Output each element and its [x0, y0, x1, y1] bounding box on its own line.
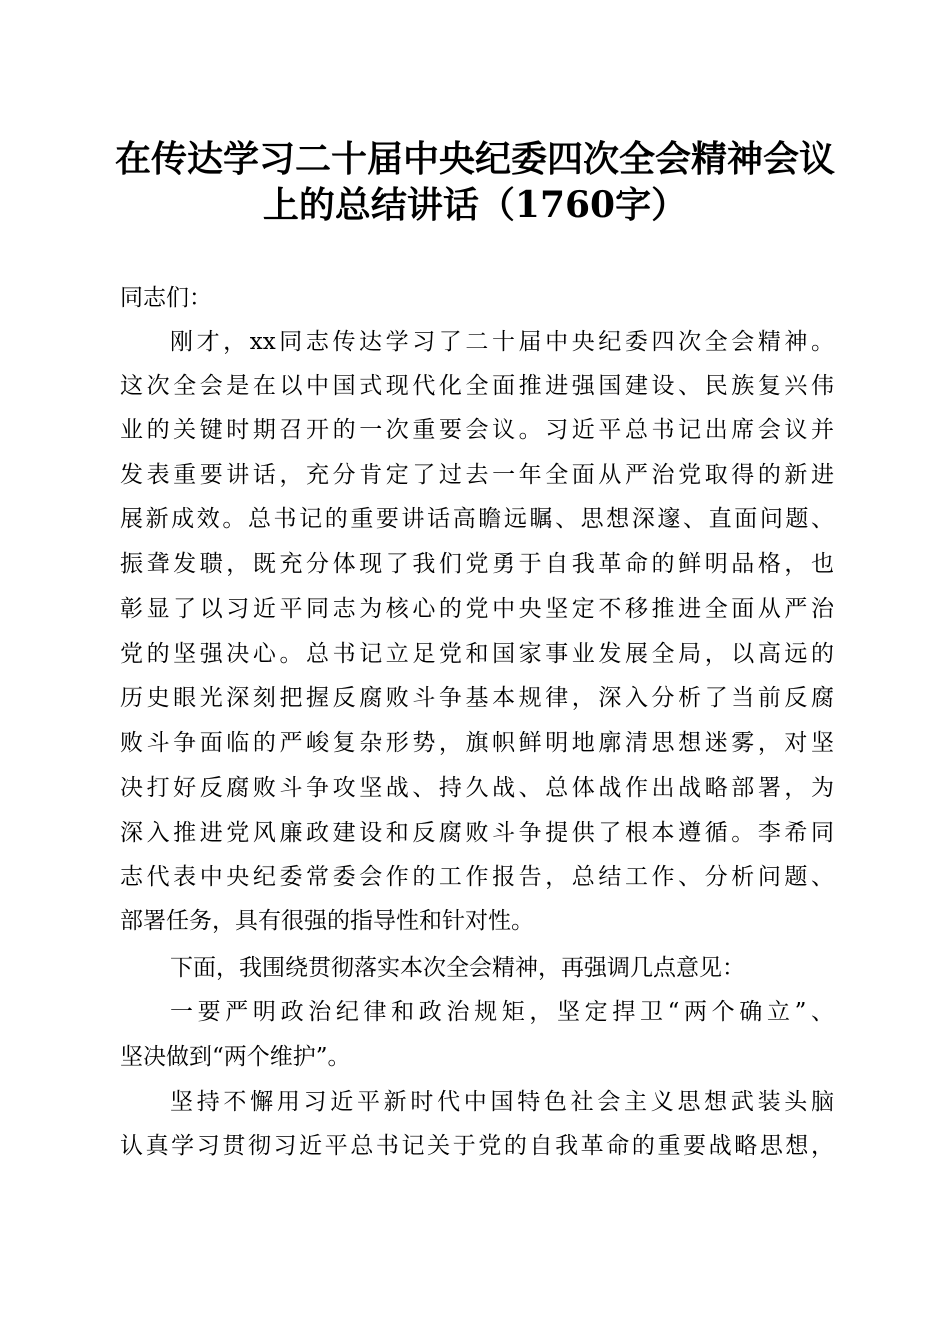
paragraph-1-line: 彰显了以习近平同志为核心的党中央坚定不移推进全面从严治: [120, 596, 834, 622]
paragraph-1-line: 刚才，xx同志传达学习了二十届中央纪委四次全会精神。: [170, 329, 834, 355]
paragraph-1-line: 败斗争面临的严峻复杂形势，旗帜鲜明地廓清思想迷雾，对坚: [120, 730, 834, 756]
paragraph-1-line: 党的坚强决心。总书记立足党和国家事业发展全局，以高远的: [120, 641, 834, 667]
paragraph-1-line: 深入推进党风廉政建设和反腐败斗争提供了根本遵循。李希同: [120, 820, 834, 846]
title-line-1: 在传达学习二十届中央纪委四次全会精神会议: [114, 138, 835, 180]
paragraph-1-line: 展新成效。总书记的重要讲话高瞻远瞩、思想深邃、直面问题、: [120, 506, 834, 532]
paragraph-1-line: 志代表中央纪委常委会作的工作报告，总结工作、分析问题、: [120, 864, 834, 890]
paragraph-1-line: 历史眼光深刻把握反腐败斗争基本规律，深入分析了当前反腐: [120, 685, 834, 711]
paragraph-1-line: 决打好反腐败斗争攻坚战、持久战、总体战作出战略部署，为: [120, 775, 834, 801]
title-line-2: 上的总结讲话（1760字）: [262, 184, 688, 226]
salutation: 同志们：: [120, 285, 212, 311]
heading-1-line: 坚决做到“两个维护”。: [120, 1044, 351, 1070]
paragraph-1-line: 部署任务，具有很强的指导性和针对性。: [120, 908, 534, 934]
heading-1-line: 一要严明政治纪律和政治规矩，坚定捍卫“两个确立”、: [170, 999, 834, 1025]
paragraph-1-line: 振聋发聩，既充分体现了我们党勇于自我革命的鲜明品格，也: [120, 551, 834, 577]
paragraph-1-line: 发表重要讲话，充分肯定了过去一年全面从严治党取得的新进: [120, 462, 834, 488]
paragraph-2: 下面，我围绕贯彻落实本次全会精神，再强调几点意见：: [170, 955, 745, 981]
paragraph-3-line: 认真学习贯彻习近平总书记关于党的自我革命的重要战略思想，: [120, 1133, 834, 1159]
paragraph-3-line: 坚持不懈用习近平新时代中国特色社会主义思想武装头脑: [170, 1089, 834, 1115]
paragraph-1-line: 业的关键时期召开的一次重要会议。习近平总书记出席会议并: [120, 417, 834, 443]
paragraph-1-line: 这次全会是在以中国式现代化全面推进强国建设、民族复兴伟: [120, 373, 834, 399]
